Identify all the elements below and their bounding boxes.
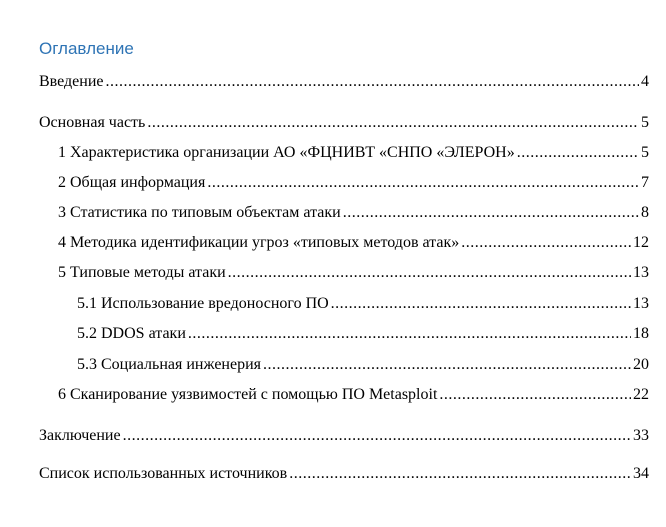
toc-heading: Оглавление [39, 39, 134, 58]
toc-entry-label: Список использованных источников [39, 465, 288, 482]
toc-entry[interactable] [39, 113, 649, 133]
dot-leader [188, 324, 631, 344]
dot-leader [331, 294, 631, 314]
toc-entry-page: 5 [641, 114, 649, 131]
toc-entry-label: 5.2 DDOS атаки [77, 325, 186, 342]
toc-entry[interactable] [58, 385, 649, 405]
toc-entry-page: 18 [633, 325, 649, 342]
toc-entry-label: 1 Характеристика организации АО «ФЦНИВТ «СНПО «ЭЛЕРОН» [58, 144, 515, 161]
toc-entry[interactable] [58, 143, 649, 163]
dot-leader [207, 173, 639, 193]
toc-entry[interactable] [39, 426, 649, 446]
toc-entry-label: Заключение [39, 427, 121, 444]
toc-entry-label: Основная часть [39, 114, 146, 131]
dot-leader [263, 355, 631, 375]
dot-leader [439, 385, 631, 405]
toc-entry-page: 33 [633, 427, 649, 444]
toc-entry-page: 5 [641, 144, 649, 161]
toc-entry[interactable] [58, 263, 649, 283]
toc-entry[interactable] [58, 233, 649, 253]
toc-entry[interactable] [58, 173, 649, 193]
toc-entry-label: 5.3 Социальная инженерия [77, 356, 261, 373]
toc-entry-page: 13 [633, 264, 649, 281]
dot-leader [123, 426, 631, 446]
toc-entry[interactable] [39, 464, 649, 484]
dot-leader [106, 72, 640, 92]
toc-entry-page: 7 [641, 174, 649, 191]
toc-entry-page: 34 [633, 465, 649, 482]
toc-entry-page: 13 [633, 295, 649, 312]
dot-leader [147, 113, 639, 133]
toc-entry-label: 5 Типовые методы атаки [58, 264, 226, 281]
toc-entry[interactable] [77, 294, 649, 314]
toc-entry-page: 22 [633, 386, 649, 403]
toc-entry-page: 12 [633, 234, 649, 251]
toc-entry[interactable] [39, 72, 649, 92]
toc-entry-label: 5.1 Использование вредоносного ПО [77, 295, 329, 312]
toc-entry-label: 3 Статистика по типовым объектам атаки [58, 204, 341, 221]
dot-leader [343, 203, 639, 223]
dot-leader [517, 143, 639, 163]
toc-entry-label: 6 Сканирование уязвимостей с помощью ПО Metasploit [58, 386, 438, 403]
dot-leader [289, 464, 631, 484]
toc-entry-label: Введение [39, 73, 104, 90]
toc-entry-page: 8 [641, 204, 649, 221]
toc-entry-page: 20 [633, 356, 649, 373]
toc-entry[interactable] [77, 324, 649, 344]
toc-entry-page: 4 [641, 73, 649, 90]
toc-entry[interactable] [77, 355, 649, 375]
toc-entry[interactable] [58, 203, 649, 223]
toc-entry-label: 2 Общая информация [58, 174, 206, 191]
toc-entry-label: 4 Методика идентификации угроз «типовых методов атак» [58, 234, 460, 251]
dot-leader [461, 233, 631, 253]
dot-leader [228, 263, 631, 283]
